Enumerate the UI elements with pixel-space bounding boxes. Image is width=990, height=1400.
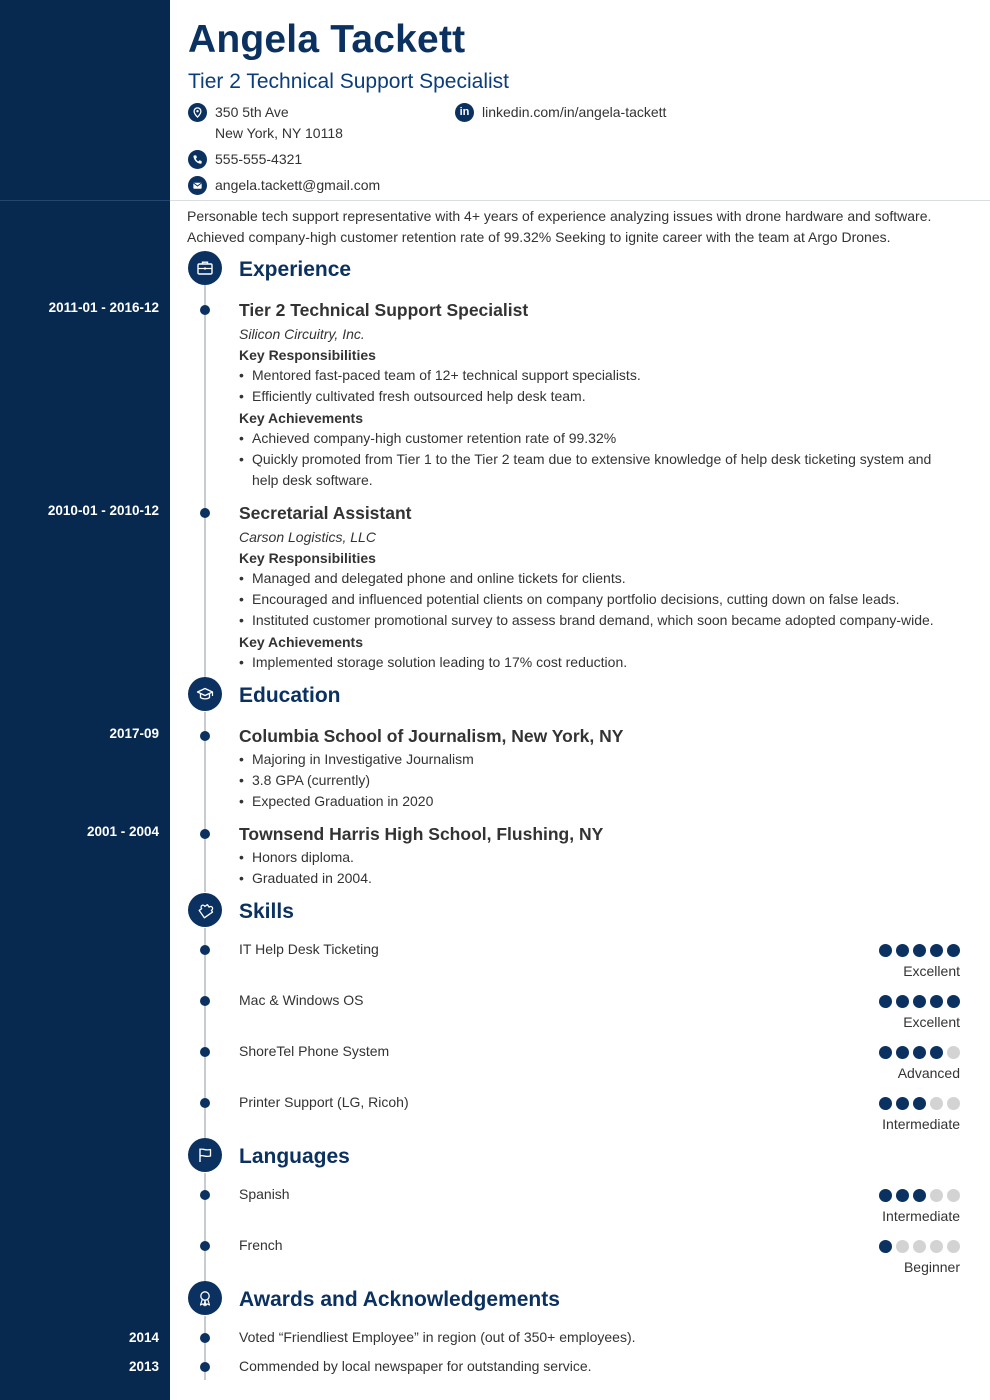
education-heading: Education <box>239 684 341 707</box>
skill-3-level: Advanced <box>897 1065 960 1081</box>
school-1-title: Columbia School of Journalism, New York, NY <box>239 726 624 746</box>
rating-dot-filled <box>930 944 943 957</box>
rating-dot-empty <box>947 1046 960 1059</box>
flag-icon <box>188 1138 222 1172</box>
contact-address <box>188 102 343 144</box>
timeline-dot <box>200 829 210 839</box>
job-1-dates: 2011-01 - 2016-12 <box>48 300 159 315</box>
rating-dot-empty <box>930 1240 943 1253</box>
job-2-resp-2: • Encouraged and influenced potential clients on company portfolio decisions, cutting down on false leads. <box>239 589 944 610</box>
job-1-resp-label: Key Responsibilities <box>239 347 376 363</box>
job-1-resp-2: • Efficiently cultivated fresh outsourced help desk team. <box>239 386 944 407</box>
skill-1-level: Excellent <box>903 963 960 979</box>
language-1-level: Intermediate <box>882 1208 960 1224</box>
rating-dot-filled <box>930 1046 943 1059</box>
job-2-title: Secretarial Assistant <box>239 503 412 523</box>
email-icon <box>188 176 207 195</box>
linkedin-link[interactable]: linkedin.com/in/angela-tackett <box>482 104 667 120</box>
skill-3-name: ShoreTel Phone System <box>239 1043 390 1059</box>
rating-dot-filled <box>913 1046 926 1059</box>
school-2-bullet-1: • Honors diploma. <box>239 847 944 868</box>
contact-linkedin[interactable] <box>455 102 666 123</box>
language-1-rating <box>879 1189 960 1202</box>
timeline-dot <box>200 996 210 1006</box>
language-2-level: Beginner <box>903 1259 960 1275</box>
award-2-year: 2013 <box>128 1359 159 1374</box>
timeline-dot <box>200 1241 210 1251</box>
job-2-company: Carson Logistics, LLC <box>239 529 376 545</box>
timeline-dot <box>200 508 210 518</box>
school-2-title: Townsend Harris High School, Flushing, NY <box>239 824 604 844</box>
skill-4-name: Printer Support (LG, Ricoh) <box>239 1094 409 1110</box>
job-1-ach-label: Key Achievements <box>239 410 363 426</box>
award-1-text: Voted “Friendliest Employee” in region (out of 350+ employees). <box>239 1329 636 1345</box>
rating-dot-filled <box>947 944 960 957</box>
job-2-resp-1: • Managed and delegated phone and online tickets for clients. <box>239 568 944 589</box>
briefcase-icon <box>188 251 222 285</box>
rating-dot-filled <box>913 944 926 957</box>
awards-heading: Awards and Acknowledgements <box>239 1288 560 1311</box>
rating-dot-filled <box>879 1240 892 1253</box>
location-pin-icon <box>188 103 207 122</box>
contact-phone <box>188 149 302 170</box>
job-2-dates: 2010-01 - 2010-12 <box>47 503 159 518</box>
school-1-dates: 2017-09 <box>109 726 159 741</box>
skill-4-rating <box>879 1097 960 1110</box>
job-1-title: Tier 2 Technical Support Specialist <box>239 300 529 320</box>
rating-dot-filled <box>879 995 892 1008</box>
school-1-bullet-1: • Majoring in Investigative Journalism <box>239 749 944 770</box>
languages-heading: Languages <box>239 1145 350 1168</box>
rating-dot-filled <box>896 995 909 1008</box>
rating-dot-filled <box>896 1046 909 1059</box>
timeline-dot <box>200 1362 210 1372</box>
job-1-ach-1: • Achieved company-high customer retention rate of 99.32% <box>239 428 944 449</box>
timeline-dot <box>200 305 210 315</box>
job-2-resp-3: • Instituted customer promotional survey to assess brand demand, which soon became adopted company-wide. <box>239 610 944 631</box>
school-2-bullet-2: • Graduated in 2004. <box>239 868 944 889</box>
skill-2-rating <box>879 995 960 1008</box>
timeline-dot <box>200 731 210 741</box>
rating-dot-filled <box>896 1097 909 1110</box>
timeline-dot <box>200 1190 210 1200</box>
job-1-resp-1: • Mentored fast-paced team of 12+ technical support specialists. <box>239 365 944 386</box>
rating-dot-empty <box>947 1189 960 1202</box>
school-1-bullet-2: • 3.8 GPA (currently) <box>239 770 944 791</box>
rating-dot-empty <box>913 1240 926 1253</box>
award-1-year: 2014 <box>128 1330 159 1345</box>
timeline-dot <box>200 1047 210 1057</box>
school-2-dates: 2001 - 2004 <box>86 824 159 839</box>
rating-dot-filled <box>879 1097 892 1110</box>
rating-dot-filled <box>947 995 960 1008</box>
rating-dot-filled <box>879 1046 892 1059</box>
experience-timeline <box>204 285 206 680</box>
job-1-ach-2: • Quickly promoted from Tier 1 to the Tier 2 team due to extensive knowledge of help desk ticketing system and help desk software. <box>239 449 944 491</box>
rating-dot-filled <box>913 995 926 1008</box>
phone-number: 555-555-4321 <box>215 151 303 167</box>
school-1-bullet-3: • Expected Graduation in 2020 <box>239 791 944 812</box>
skill-4-level: Intermediate <box>882 1116 960 1132</box>
graduation-cap-icon <box>188 677 222 711</box>
skill-2-level: Excellent <box>903 1014 960 1030</box>
rating-dot-empty <box>947 1240 960 1253</box>
timeline-dot <box>200 945 210 955</box>
job-2-resp-label: Key Responsibilities <box>239 550 376 566</box>
linkedin-icon: in <box>455 103 474 122</box>
skill-1-name: IT Help Desk Ticketing <box>239 941 379 957</box>
sidebar-divider <box>0 200 170 201</box>
job-2-ach-label: Key Achievements <box>239 634 363 650</box>
candidate-name: Angela Tackett <box>188 18 466 61</box>
rating-dot-empty <box>896 1240 909 1253</box>
award-ribbon-icon <box>188 1281 222 1315</box>
rating-dot-empty <box>947 1097 960 1110</box>
rating-dot-filled <box>913 1097 926 1110</box>
left-sidebar <box>0 0 170 1400</box>
timeline-dot <box>200 1098 210 1108</box>
rating-dot-filled <box>930 995 943 1008</box>
rating-dot-empty <box>930 1189 943 1202</box>
experience-heading: Experience <box>239 258 352 281</box>
skills-heading: Skills <box>239 900 294 923</box>
timeline-dot <box>200 1333 210 1343</box>
rating-dot-filled <box>879 1189 892 1202</box>
address-line-2: New York, NY 10118 <box>215 125 343 141</box>
address-line-1: 350 5th Ave <box>215 104 289 120</box>
candidate-title: Tier 2 Technical Support Specialist <box>188 70 509 93</box>
award-2-text: Commended by local newspaper for outstanding service. <box>239 1358 592 1374</box>
rating-dot-filled <box>896 944 909 957</box>
language-2-rating <box>879 1240 960 1253</box>
contact-email[interactable] <box>188 175 380 196</box>
email-address[interactable]: angela.tackett@gmail.com <box>215 177 381 193</box>
skill-2-name: Mac & Windows OS <box>239 992 364 1008</box>
job-2-ach-1: • Implemented storage solution leading to 17% cost reduction. <box>239 652 944 673</box>
language-1-name: Spanish <box>239 1186 290 1202</box>
job-1-company: Silicon Circuitry, Inc. <box>239 326 365 342</box>
rating-dot-filled <box>879 944 892 957</box>
rating-dot-filled <box>913 1189 926 1202</box>
skill-1-rating <box>879 944 960 957</box>
puzzle-icon <box>188 893 222 927</box>
rating-dot-empty <box>930 1097 943 1110</box>
skill-3-rating <box>879 1046 960 1059</box>
rating-dot-filled <box>896 1189 909 1202</box>
profile-summary: Personable tech support representative with 4+ years of experience analyzing issues with drone hardware and software. Achieved company-high customer retention rate of 99.32% Seeking to ignite career with the team at Argo Drones. <box>187 208 932 245</box>
language-2-name: French <box>239 1237 283 1253</box>
phone-icon <box>188 150 207 169</box>
header-divider <box>170 200 990 201</box>
